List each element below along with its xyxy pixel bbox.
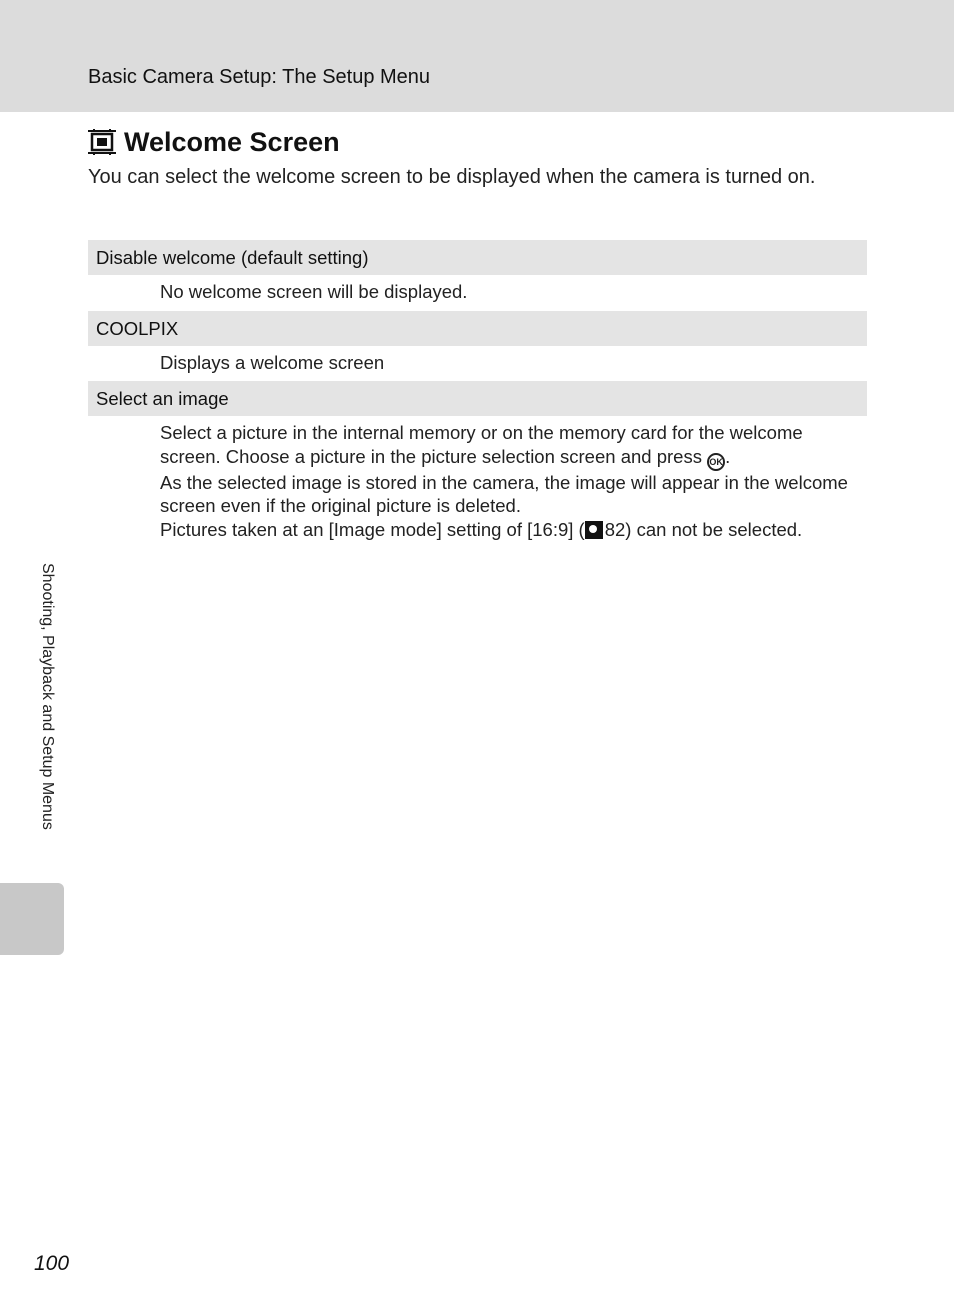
text-run: .: [725, 445, 731, 467]
option-description-line: No welcome screen will be displayed.: [160, 281, 468, 302]
page-number: 100: [34, 1252, 70, 1275]
section-title: Welcome Screen: [124, 126, 340, 157]
welcome-screen-icon: [88, 129, 116, 155]
text-run: Select a picture in the internal memory or on the memory card for the welcome screen. Choose a picture in the picture selection screen and press: [160, 422, 803, 467]
option-description-line: [160, 421, 867, 471]
header-band: [0, 0, 954, 112]
option-disable-welcome: Disable welcome (default setting): [88, 240, 867, 275]
option-description: [88, 346, 867, 382]
option-select-image: Select an image: [88, 381, 867, 416]
option-description: [88, 275, 867, 311]
option-description-line: As the selected image is stored in the camera, the image will appear in the welcome screen even if the original picture is deleted.: [160, 471, 848, 516]
option-coolpix: COOLPIX: [88, 311, 867, 346]
ok-button-icon: OK: [707, 453, 725, 471]
options-table: [88, 240, 867, 548]
page-reference-icon: [585, 521, 603, 539]
text-run: 82) can not be selected.: [604, 518, 803, 540]
option-description-line: [160, 518, 867, 542]
side-tab-label: Shooting, Playback and Setup Menus: [39, 563, 56, 830]
section-heading: [88, 122, 340, 162]
side-tab: [0, 883, 64, 955]
text-run: Pictures taken at an [Image mode] setting of [16:9] (: [160, 518, 585, 540]
chapter-title: Basic Camera Setup: The Setup Menu: [88, 66, 431, 88]
intro-text: You can select the welcome screen to be displayed when the camera is turned on.: [88, 166, 816, 188]
option-description: [88, 416, 867, 548]
option-description-line: Displays a welcome screen: [160, 351, 385, 373]
